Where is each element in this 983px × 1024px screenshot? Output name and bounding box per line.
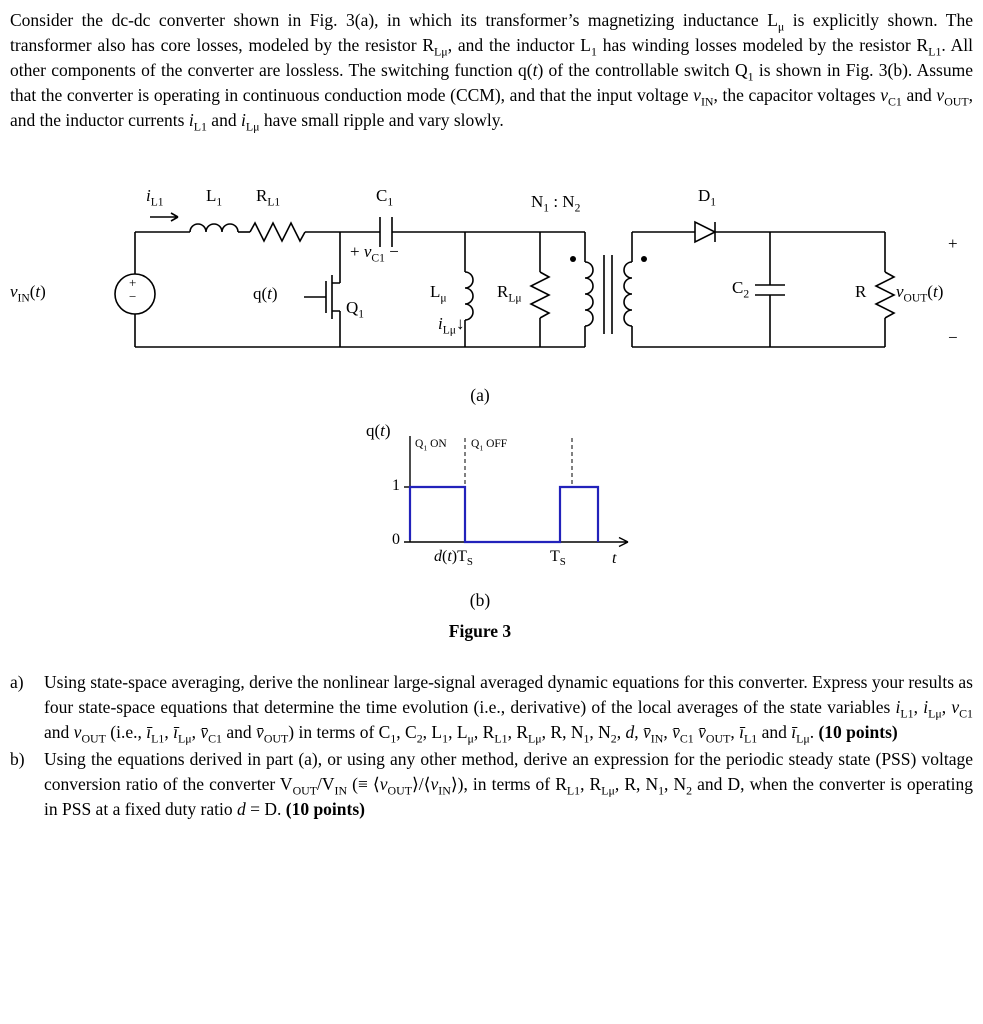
l-mu-label: $L_\mu$ [430, 282, 447, 305]
transformer-symbol [570, 232, 647, 347]
r-l1-label: $R_{L1}$ [256, 186, 281, 209]
inductor-l1-symbol [190, 224, 238, 232]
question-parts [10, 670, 973, 822]
d1-label: $D_1$ [698, 186, 717, 209]
i-lmu-label: $i_{L\mu}↓$ [438, 314, 465, 337]
switching-waveform [340, 422, 660, 582]
q-waveform-trace [410, 487, 598, 542]
tick-label-zero: 0 [392, 531, 400, 548]
circuit-svg [10, 187, 973, 377]
turns-ratio-label: $N_1$ : $N_2$ [531, 192, 581, 215]
c2-label: $C_2$ [732, 278, 750, 301]
r-label: R [855, 282, 867, 301]
v-out-label: $v_{OUT}(t)$ [896, 282, 944, 305]
part-b [10, 747, 973, 822]
resistor-rl1-symbol [250, 223, 305, 241]
part-a-text: Using state-space averaging, derive the nonlinear large-signal averaged dynamic equations for this converter. Express your results as four state-space equations that determine the time evolution (i.e., derivative) of the local averages of the state variables $i_{L1}$, $i_{L\mu}$, $v_{C1}$ and $v_{OUT}$ (i.e., $ī_{L1}$, $ī_{L\mu}$, $v̄_{C1}$ and $v̄_{OUT}$) in terms of $C_1$, $C_2$, $L_1$, $L_\mu$, $R_{L1}$, $R_{L\mu}$, R, $N_1$, $N_2$, d, $v̄_{IN}$, $v̄_{C1}$ $v̄_{OUT}$, $ī_{L1}$ and $ī_{L\mu}$. (10 points) [44, 672, 974, 746]
resistor-r-symbol [876, 232, 894, 347]
tick-label-one: 1 [392, 477, 400, 494]
q1-off-label: $Q_1$ OFF [471, 438, 508, 453]
subfigure-b-label: (b) [469, 590, 491, 610]
diode-d1-symbol [695, 222, 715, 242]
figure-caption: Figure 3 [448, 621, 512, 641]
part-a-label: a) [10, 672, 24, 692]
subfigure-a-label: (a) [470, 385, 490, 405]
mosfet-q1-symbol [304, 232, 340, 347]
q1-label: $Q_1$ [346, 298, 365, 321]
c1-label: $C_1$ [376, 186, 394, 209]
waveform-y-label: q(t) [366, 421, 391, 440]
part-b-text: Using the equations derived in part (a), or using any other method, derive an expression for the periodic steady state (PSS) voltage conversion ratio of the converter $V_{OUT}/V_{IN}$ (≡ $⟨v_{OUT}⟩/⟨v_{IN}⟩$), in terms of $R_{L1}$, $R_{L\mu}$, R, $N_1$, $N_2$ and D, when the converter is operating in PSS at a fixed duty ratio d = D. (10 points) [44, 749, 973, 819]
resistor-rlmu-symbol [531, 232, 549, 347]
i-l1-label: $i_{L1}$ [146, 186, 164, 209]
output-plus-sign: + [948, 234, 958, 253]
circuit-diagram [10, 187, 973, 377]
inductor-lmu-symbol [465, 232, 473, 347]
r-lmu-label: $R_{L\mu}$ [497, 282, 522, 305]
v-c1-label: + $v_{C1}$ − [350, 242, 399, 265]
figure-3 [10, 187, 973, 642]
q-t-label: q(t) [253, 284, 278, 303]
x-label-ts: $T_S$ [550, 548, 566, 569]
secondary-dot [641, 256, 647, 262]
capacitor-c2-symbol [755, 232, 785, 347]
output-minus-sign: − [948, 328, 958, 347]
part-a [10, 670, 973, 745]
current-arrow-il1 [150, 213, 178, 221]
intro-paragraph: Consider the dc-dc converter shown in Fig. 3(a), in which its transformer’s magnetizing inductance $L_\mu$ is explicitly shown. The transformer also has core losses, modeled by the resistor $R_{L\mu}$, and the inductor $L_1$ has winding losses modeled by the resistor $R_{L1}$. All other components of the converter are lossless. The switching function q(t) of the controllable switch $Q_1$ is shown in Fig. 3(b). Assume that the converter is operating in continuous conduction mode (CCM), and that the input voltage $v_{IN}$, the capacitor voltages $v_{C1}$ and $v_{OUT}$, and the inductor currents $i_{L1}$ and $i_{L\mu}$ have small ripple and vary slowly. [10, 10, 974, 134]
x-label-dts: $d(t)T_S$ [434, 548, 473, 569]
source-minus-sign: − [129, 289, 137, 304]
q1-on-label: $Q_1$ ON [415, 438, 447, 453]
source-plus-sign: + [129, 275, 137, 290]
v-in-label: $v_{IN}(t)$ [10, 282, 46, 305]
l1-label: $L_1$ [206, 186, 223, 209]
part-b-label: b) [10, 749, 25, 769]
primary-dot [570, 256, 576, 262]
x-label-t: t [612, 550, 617, 567]
